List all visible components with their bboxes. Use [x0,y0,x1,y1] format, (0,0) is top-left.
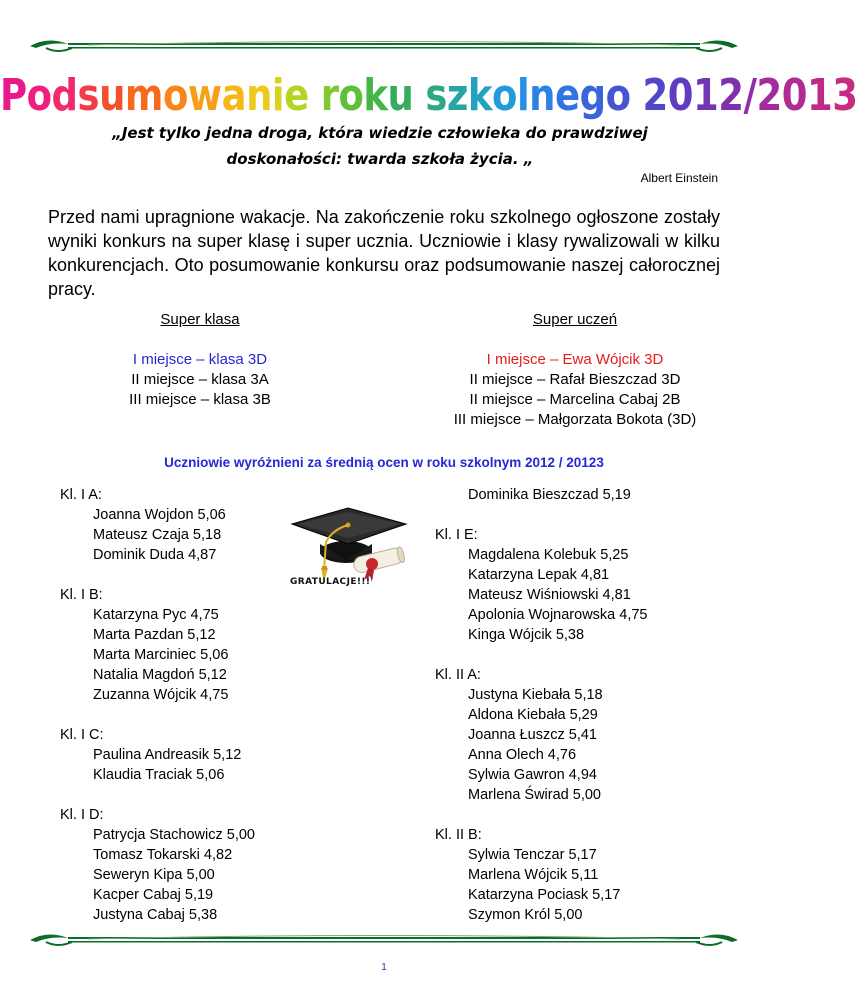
list-item: Dominik Duda 4,87 [93,547,217,563]
super-uczen-heading: Super uczeń [532,311,618,328]
class-name: Kl. I D: [60,807,104,823]
title-letter: s [425,70,447,121]
list-item: Paulina Andreasik 5,12 [93,747,242,763]
list-item: Kinga Wójcik 5,38 [468,627,585,643]
list-item: Patrycja Stachowicz 5,00 [93,827,255,843]
title-letter: d [51,70,78,121]
super-uczen-place-1: I miejsce – Ewa Wójcik 3D [486,351,664,368]
title-letter: g [579,70,606,121]
list-item: Marta Marciniec 5,06 [93,647,229,663]
class-name: Kl. I A: [60,487,102,503]
list-item: Dominika Bieszczad 5,19 [468,487,631,503]
class-name: Kl. I C: [60,727,104,743]
list-item: Marlena Wójcik 5,11 [468,867,599,883]
super-klasa-place-3: III miejsce – klasa 3B [129,391,271,408]
super-klasa-places [80,350,320,410]
list-item: Anna Olech 4,76 [468,747,577,763]
title-letter: s [77,70,100,121]
list-item: Sylwia Gawron 4,94 [468,767,597,783]
page-title [0,70,858,121]
intro-paragraph: Przed nami upragnione wakacje. Na zakończenie roku szkolnego ogłoszone zostały wyniki konkurs na super klasę i super ucznia. Uczniowie i klasy rywalizowali w kilku konkurencjach. Oto posumowanie konkursu oraz podsumowanie naszej całorocznej pracy. [48,207,720,299]
super-uczen-place-4: III miejsce – Małgorzata Bokota (3D) [453,411,697,428]
title-letter: i [271,70,285,121]
list-item: Justyna Kiebała 5,18 [468,687,603,703]
title-letter: r [320,70,339,121]
decorative-divider-bottom [28,928,740,952]
class-name: Kl. I E: [435,527,478,543]
list-item: Magdalena Kolebuk 5,25 [468,547,629,563]
super-klasa-place-2: II miejsce – klasa 3A [131,371,269,388]
title-letter: 0 [781,70,808,121]
class-name: Kl. II B: [435,827,482,843]
title-letter: o [162,70,188,121]
title-letter: o [492,70,517,121]
title-letter: P [0,70,27,121]
list-item: Katarzyna Pyc 4,75 [93,607,219,623]
title-letter: k [467,70,493,121]
list-item: Katarzyna Pociask 5,17 [468,887,621,903]
title-letter: a [221,70,247,121]
title-letter: 1 [693,70,719,121]
title-letter: k [363,70,388,121]
list-item: Apolonia Wojnarowska 4,75 [468,607,648,623]
list-item: Tomasz Tokarski 4,82 [93,847,233,863]
title-letter: n [246,70,272,121]
list-item: Marta Pazdan 5,12 [93,627,216,643]
quote-line-1: „Jest tylko jedna droga, która wiedzie człowieka do prawdziwej [112,124,648,142]
list-item: Aldona Kiebała 5,29 [468,707,598,723]
list-item: Katarzyna Lepak 4,81 [468,567,610,583]
list-item: Marlena Świrad 5,00 [468,787,601,803]
list-item: Sylwia Tenczar 5,17 [468,847,597,863]
title-letter: 2 [756,70,782,121]
title-letter: 2 [718,70,744,121]
title-letter: e [554,70,580,121]
gratulacje-text: GRATULACJE!!! [290,577,370,587]
title-letter: o [605,70,631,121]
right-class-list [435,485,647,925]
title-letter: u [387,70,414,121]
list-item: Joanna Wojdon 5,06 [93,507,226,523]
left-class-list [60,485,255,925]
quote-line-2: doskonałości: twarda szkoła życia. „ [226,150,534,168]
super-uczen-place-3: II miejsce – Marcelina Cabaj 2B [469,391,681,408]
title-letter: l [516,70,530,121]
super-uczen-place-2: II miejsce – Rafał Bieszczad 3D [469,371,681,388]
list-item: Kacper Cabaj 5,19 [93,887,214,903]
list-item: Zuzanna Wójcik 4,75 [93,687,229,703]
title-letter: 2 [642,70,668,121]
title-letter: e [284,70,309,121]
decorative-divider-top [28,34,740,58]
title-letter: 0 [667,70,693,121]
title-letter: o [338,70,364,121]
page-number: 1 [381,962,387,973]
list-item: Justyna Cabaj 5,38 [93,907,218,923]
list-item: Joanna Łuszcz 5,41 [468,727,597,743]
graduation-cap-image [288,500,410,600]
title-letter: z [446,70,468,121]
list-item: Mateusz Wiśniowski 4,81 [468,587,631,603]
title-letter: / [743,70,757,121]
list-item: Seweryn Kipa 5,00 [93,867,215,883]
list-item: Mateusz Czaja 5,18 [93,527,222,543]
list-item: Klaudia Traciak 5,06 [93,767,225,783]
class-name: Kl. I B: [60,587,103,603]
title-letter: u [99,70,125,121]
super-uczen-places [420,350,730,430]
title-letter: o [26,70,52,121]
section-title: Uczniowie wyróżnieni za średnią ocen w roku szkolnym 2012 / 20123 [164,455,604,470]
title-letter: n [529,70,555,121]
class-name: Kl. II A: [435,667,481,683]
title-letter: 1 [807,70,833,121]
super-klasa-place-1: I miejsce – klasa 3D [132,351,268,368]
super-klasa-heading: Super klasa [160,311,240,328]
list-item: Szymon Król 5,00 [468,907,583,923]
title-letter: 3 [832,70,858,121]
list-item: Natalia Magdoń 5,12 [93,667,227,683]
title-letter: w [187,70,222,121]
title-letter: m [124,70,163,121]
quote-author: Albert Einstein [640,171,718,185]
